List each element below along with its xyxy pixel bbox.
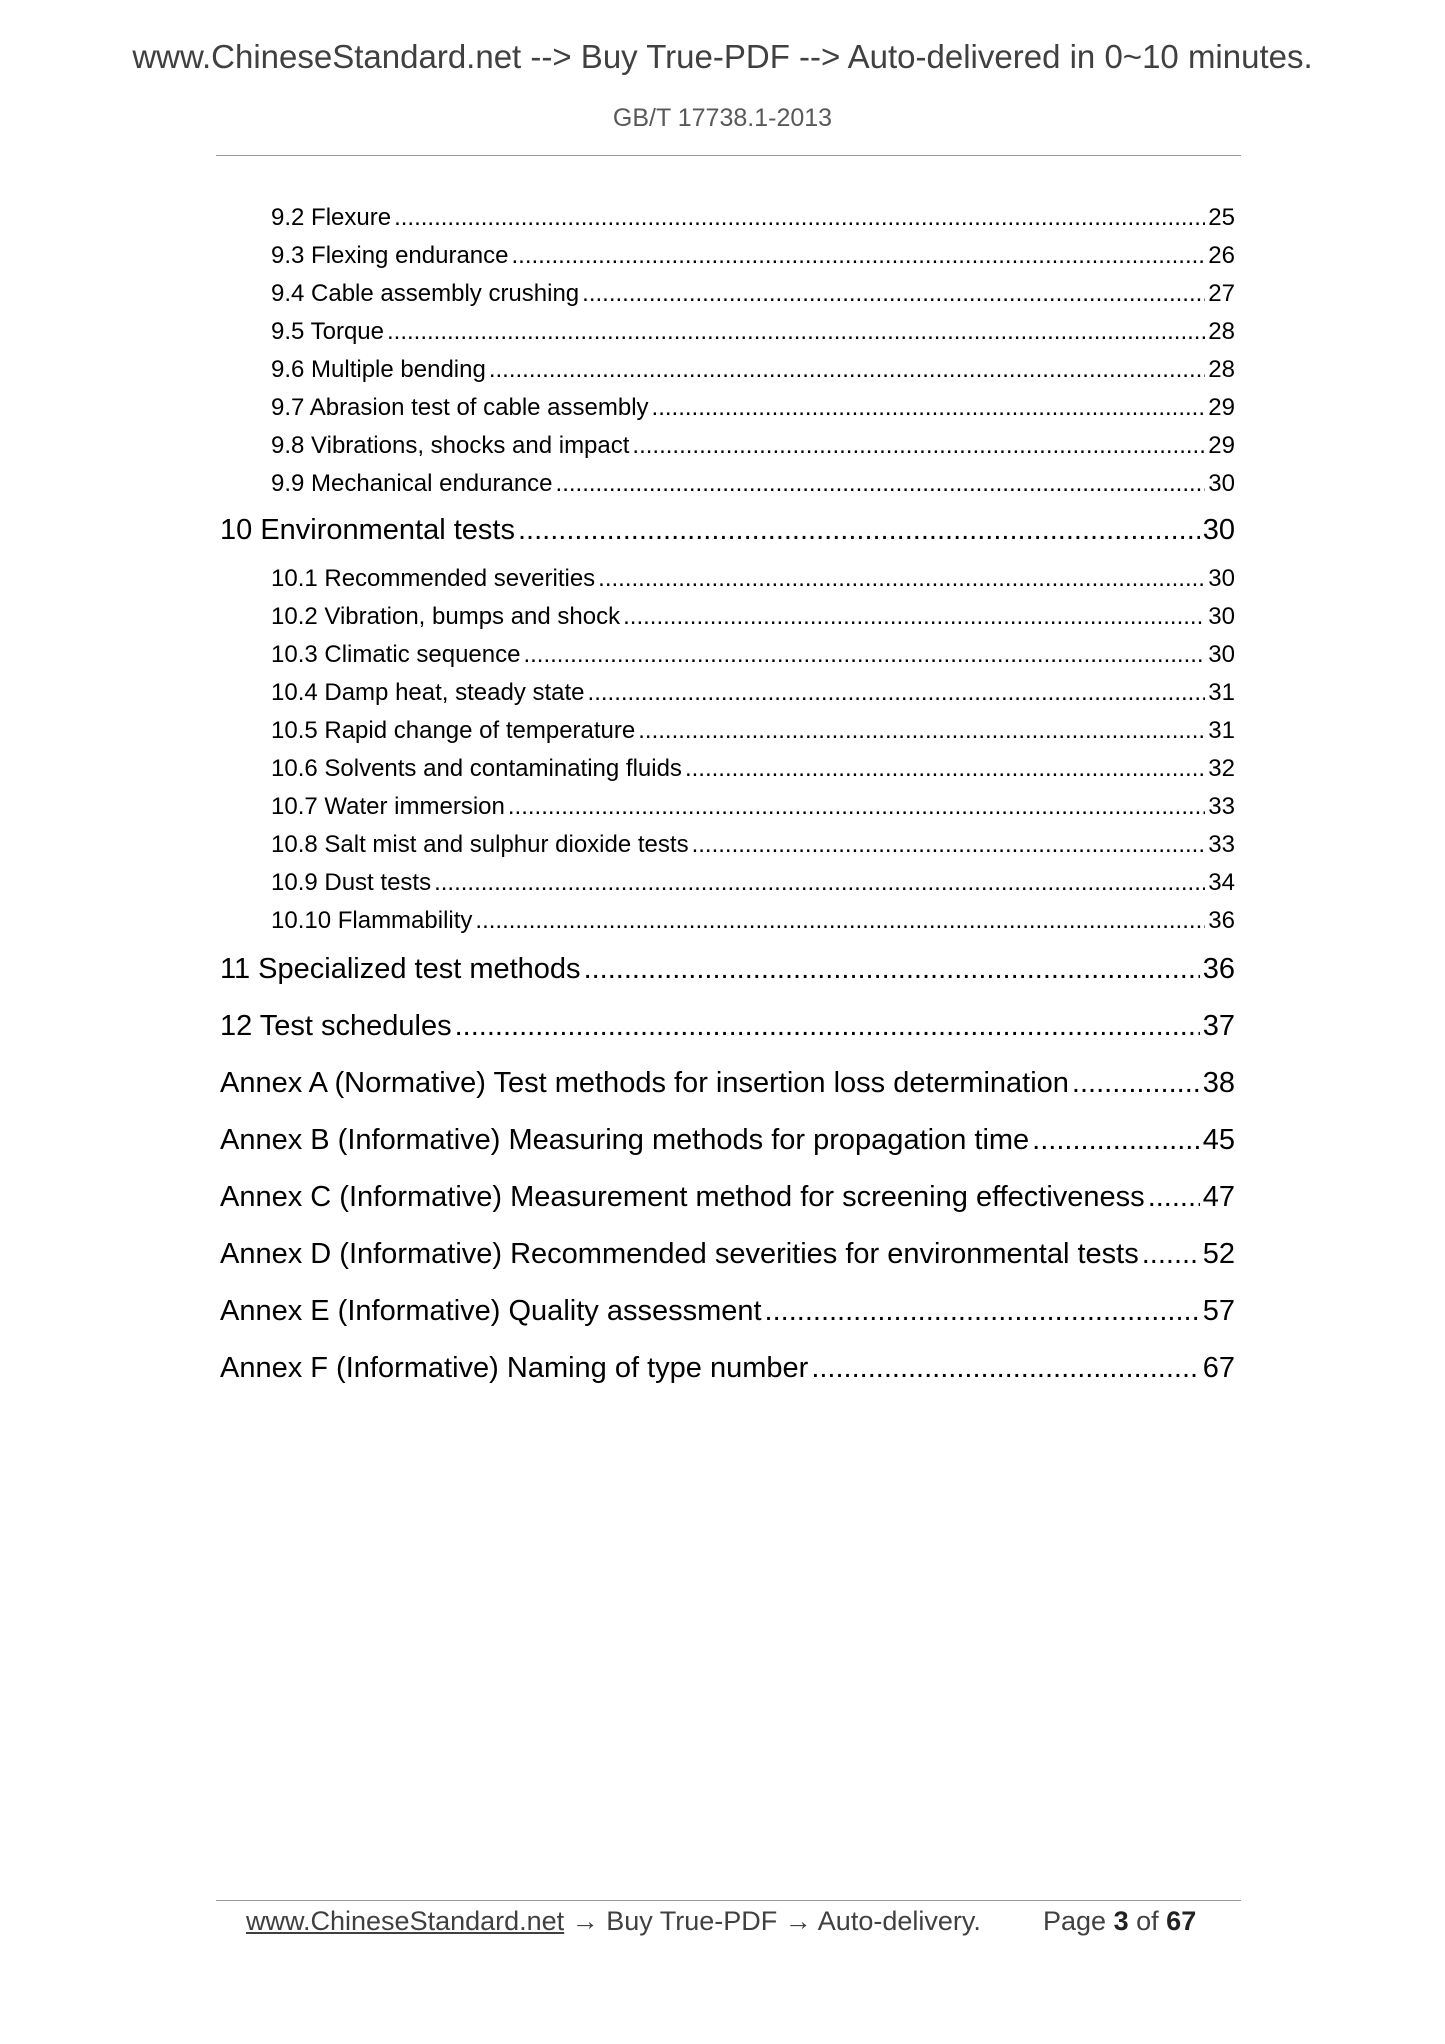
toc-dot-leader	[556, 470, 1206, 498]
toc-entry-title: 10.8 Salt mist and sulphur dioxide tests	[271, 831, 689, 858]
footer-site-link[interactable]: www.ChineseStandard.net	[246, 1906, 565, 1936]
toc-dot-leader	[1032, 1124, 1200, 1157]
toc-entry-page: 30	[1208, 565, 1235, 592]
toc-entry-title: 10 Environmental tests	[220, 514, 515, 546]
toc-entry-major[interactable]	[220, 1181, 1235, 1217]
toc-dot-leader	[638, 717, 1205, 745]
toc-entry-major[interactable]	[220, 953, 1235, 989]
toc-entry[interactable]	[271, 280, 1235, 310]
toc-entry-major[interactable]	[220, 1067, 1235, 1103]
toc-entry-page: 29	[1208, 432, 1235, 459]
toc-entry-title: 9.3 Flexing endurance	[271, 242, 509, 269]
toc-entry-page: 47	[1202, 1181, 1235, 1213]
toc-entry-page: 67	[1202, 1352, 1235, 1384]
top-banner: www.ChineseStandard.net --> Buy True-PDF --> Auto-delivered in 0~10 minutes.	[132, 38, 1313, 75]
toc-entry-page: 37	[1202, 1010, 1235, 1042]
toc-entry-major[interactable]	[220, 1352, 1235, 1388]
toc-dot-leader	[685, 755, 1205, 783]
toc-entry-page: 31	[1208, 717, 1235, 744]
toc-entry[interactable]	[271, 869, 1235, 899]
page-of-label: of	[1136, 1906, 1159, 1936]
toc-entry-page: 26	[1208, 242, 1235, 269]
header-divider	[216, 155, 1241, 156]
page-footer	[246, 1906, 1236, 1937]
toc-dot-leader	[1142, 1238, 1200, 1271]
toc-entry-page: 30	[1208, 641, 1235, 668]
toc-entry[interactable]	[271, 907, 1235, 937]
toc-entry-page: 27	[1208, 280, 1235, 307]
toc-entry-title: 10.4 Damp heat, steady state	[271, 679, 585, 706]
footer-delivery-text: Auto-delivery.	[817, 1906, 981, 1936]
toc-entry-title: 10.3 Climatic sequence	[271, 641, 521, 668]
toc-entry[interactable]	[271, 242, 1235, 272]
toc-entry[interactable]	[271, 831, 1235, 861]
toc-entry-title: 9.9 Mechanical endurance	[271, 470, 553, 497]
toc-entry-title: Annex E (Informative) Quality assessment	[220, 1295, 762, 1327]
toc-entry-page: 33	[1208, 793, 1235, 820]
toc-entry[interactable]	[271, 318, 1235, 348]
toc-entry-page: 30	[1202, 514, 1235, 546]
toc-dot-leader	[475, 907, 1205, 935]
toc-dot-leader	[455, 1010, 1200, 1043]
document-code: GB/T 17738.1-2013	[612, 104, 833, 132]
toc-entry-major[interactable]	[220, 1124, 1235, 1160]
toc-entry[interactable]	[271, 432, 1235, 462]
toc-entry-title: 9.8 Vibrations, shocks and impact	[271, 432, 630, 459]
page-number	[1043, 1906, 1196, 1937]
toc-entry-title: 10.5 Rapid change of temperature	[271, 717, 636, 744]
toc-dot-leader	[598, 565, 1205, 593]
toc-entry-page: 29	[1208, 394, 1235, 421]
toc-entry-page: 36	[1208, 907, 1235, 934]
toc-dot-leader	[512, 242, 1206, 270]
toc-entry-title: 10.10 Flammability	[271, 907, 473, 934]
toc-entry-title: Annex F (Informative) Naming of type number	[220, 1352, 809, 1384]
toc-dot-leader	[632, 432, 1205, 460]
toc-entry-page: 25	[1208, 204, 1235, 231]
toc-dot-leader	[394, 204, 1205, 232]
toc-entry-page: 45	[1202, 1124, 1235, 1156]
toc-dot-leader	[434, 869, 1205, 897]
toc-entry-page: 30	[1208, 603, 1235, 630]
toc-entry-page: 30	[1208, 470, 1235, 497]
toc-dot-leader	[508, 793, 1205, 821]
toc-entry-title: Annex D (Informative) Recommended severities for environmental tests	[220, 1238, 1139, 1270]
toc-entry-page: 57	[1202, 1295, 1235, 1327]
toc-entry[interactable]	[271, 470, 1235, 500]
toc-dot-leader	[584, 953, 1200, 986]
toc-entry-title: 9.2 Flexure	[271, 204, 392, 231]
toc-dot-leader	[489, 356, 1205, 384]
toc-entry-title: Annex A (Normative) Test methods for insertion loss determination	[220, 1067, 1069, 1099]
toc-entry[interactable]	[271, 679, 1235, 709]
toc-entry-title: 10.7 Water immersion	[271, 793, 505, 820]
toc-entry-page: 52	[1202, 1238, 1235, 1270]
toc-entry[interactable]	[271, 717, 1235, 747]
toc-entry-title: 9.7 Abrasion test of cable assembly	[271, 394, 649, 421]
toc-dot-leader	[588, 679, 1206, 707]
toc-entry-title: 10.6 Solvents and contaminating fluids	[271, 755, 682, 782]
toc-entry-title: 9.6 Multiple bending	[271, 356, 486, 383]
toc-entry-title: Annex C (Informative) Measurement method for screening effectiveness	[220, 1181, 1145, 1213]
toc-dot-leader	[811, 1352, 1199, 1385]
toc-dot-leader	[765, 1295, 1200, 1328]
toc-entry-page: 38	[1202, 1067, 1235, 1099]
toc-entry-page: 28	[1208, 318, 1235, 345]
toc-entry-page: 33	[1208, 831, 1235, 858]
arrow-right-icon: →	[571, 1906, 599, 1936]
toc-entry-major[interactable]	[220, 1010, 1235, 1046]
toc-entry[interactable]	[271, 565, 1235, 595]
page-label: Page	[1043, 1906, 1107, 1936]
toc-entry[interactable]	[271, 793, 1235, 823]
page-total: 67	[1166, 1906, 1197, 1936]
toc-entry-title: 9.5 Torque	[271, 318, 384, 345]
toc-entry-title: 10.1 Recommended severities	[271, 565, 596, 592]
toc-entry-page: 34	[1208, 869, 1235, 896]
toc-entry-title: 10.2 Vibration, bumps and shock	[271, 603, 621, 630]
toc-entry-title: 10.9 Dust tests	[271, 869, 432, 896]
toc-dot-leader	[1072, 1067, 1200, 1100]
toc-entry-title: 12 Test schedules	[220, 1010, 452, 1042]
footer-divider	[216, 1900, 1241, 1901]
toc-dot-leader	[652, 394, 1206, 422]
toc-dot-leader	[518, 514, 1200, 547]
toc-entry[interactable]	[271, 603, 1235, 633]
toc-dot-leader	[523, 641, 1205, 669]
toc-entry-page: 32	[1208, 755, 1235, 782]
toc-entry[interactable]	[271, 641, 1235, 671]
toc-entry-page: 36	[1202, 953, 1235, 985]
toc-entry-major[interactable]	[220, 514, 1235, 550]
toc-entry-title: 11 Specialized test methods	[220, 953, 581, 985]
toc-entry[interactable]	[271, 755, 1235, 785]
toc-entry-title: 9.4 Cable assembly crushing	[271, 280, 580, 307]
toc-entry[interactable]	[271, 356, 1235, 386]
page-current: 3	[1113, 1906, 1129, 1936]
toc-entry-page: 31	[1208, 679, 1235, 706]
toc-entry-title: Annex B (Informative) Measuring methods for propagation time	[220, 1124, 1030, 1156]
toc-entry-page: 28	[1208, 356, 1235, 383]
arrow-right-icon: →	[784, 1906, 812, 1936]
toc-dot-leader	[582, 280, 1205, 308]
toc-dot-leader	[692, 831, 1206, 859]
footer-buy-text: Buy True-PDF	[606, 1906, 778, 1936]
toc-entry-major[interactable]	[220, 1295, 1235, 1331]
toc-entry[interactable]	[271, 394, 1235, 424]
toc-dot-leader	[387, 318, 1205, 346]
toc-entry[interactable]	[271, 204, 1235, 234]
toc-dot-leader	[623, 603, 1205, 631]
toc-entry-major[interactable]	[220, 1238, 1235, 1274]
toc-dot-leader	[1148, 1181, 1200, 1214]
